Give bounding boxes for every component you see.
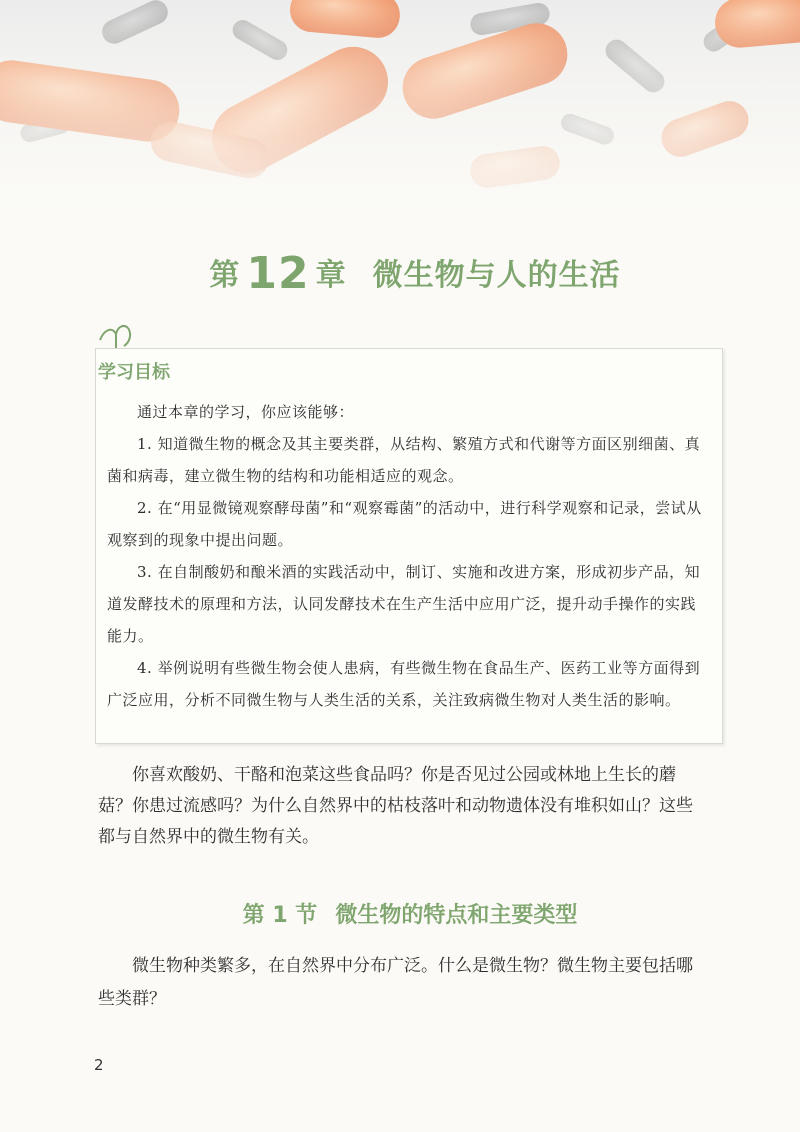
chapter-title xyxy=(0,248,800,299)
chapter-prefix: 第 xyxy=(209,258,241,293)
objective-item-2: 2. 在“用显微镜观察酵母菌”和“观察霉菌”的活动中，进行科学观察和记录，尝试从观察到的现象中提出问题。 xyxy=(107,499,702,549)
intro-paragraph: 你喜欢酸奶、干酪和泡菜这些食品吗？你是否见过公园或林地上生长的蘑菇？你患过流感吗？为什么自然界中的枯枝落叶和动物遗体没有堆积如山？这些都与自然界中的微生物有关。 xyxy=(98,765,693,847)
section-label: 第 1 节 xyxy=(242,903,318,928)
section-paragraph: 微生物种类繁多，在自然界中分布广泛。什么是微生物？微生物主要包括哪些类群？ xyxy=(98,956,693,1009)
chapter-number: 12 xyxy=(246,248,310,299)
objective-item-3: 3. 在自制酸奶和酿米酒的实践活动中，制订、实施和改进方案，形成初步产品，知道发酵技术的原理和方法，认同发酵技术在生产生活中应用广泛，提升动手操作的实践能力。 xyxy=(107,563,701,645)
bacteria-header-image xyxy=(0,0,800,235)
chapter-suffix: 章 xyxy=(315,258,347,293)
chapter-intro xyxy=(98,760,708,853)
chapter-name: 微生物与人的生活 xyxy=(372,258,621,293)
objective-item-4: 4. 举例说明有些微生物会使人患病，有些微生物在食品生产、医药工业等方面得到广泛应用，分析不同微生物与人类生活的关系，关注致病微生物对人类生活的影响。 xyxy=(107,659,701,709)
section-body xyxy=(98,950,708,1016)
section-name: 微生物的特点和主要类型 xyxy=(335,903,578,928)
objectives-lead: 通过本章的学习，你应该能够： xyxy=(137,403,355,421)
learning-objectives-text xyxy=(107,396,710,716)
objective-item-1: 1. 知道微生物的概念及其主要类群，从结构、繁殖方式和代谢等方面区别细菌、真菌和病毒，建立微生物的结构和功能相适应的观念。 xyxy=(107,435,701,485)
section-title xyxy=(0,898,800,929)
bacteria-illustration xyxy=(0,0,800,235)
page-number: 2 xyxy=(94,1056,104,1074)
learning-objectives-heading: 学习目标 xyxy=(98,362,170,383)
